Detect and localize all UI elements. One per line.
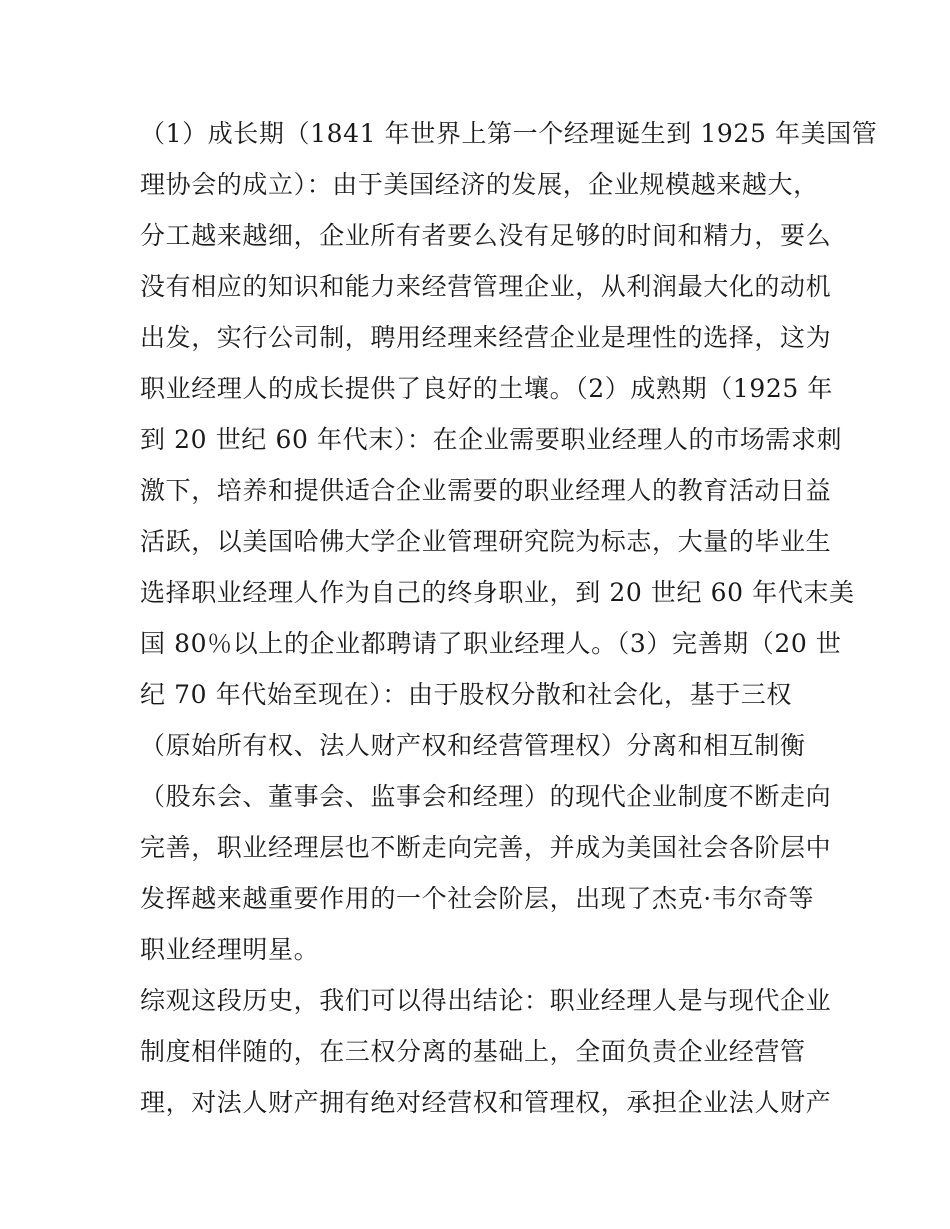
text-line: 职业经理明星。 — [140, 935, 320, 964]
text-line: 理协会的成立）：由于美国经济的发展，企业规模越来越大， — [140, 170, 819, 199]
text-line: 激下，培养和提供适合企业需要的职业经理人的教育活动日益 — [140, 476, 832, 505]
text-line: 制度相伴随的，在三权分离的基础上，全面负责企业经营管 — [140, 1037, 806, 1066]
text-line: 综观这段历史，我们可以得出结论：职业经理人是与现代企业 — [140, 986, 832, 1015]
text-line: 活跃，以美国哈佛大学企业管理研究院为标志，大量的毕业生 — [140, 527, 832, 556]
text-line: 纪 70 年代始至现在）：由于股权分散和社会化，基于三权 — [140, 680, 793, 709]
text-line: 选择职业经理人作为自己的终身职业，到 20 世纪 60 年代末美 — [140, 578, 855, 607]
text-line: 完善，职业经理层也不断走向完善，并成为美国社会各阶层中 — [140, 833, 832, 862]
text-line: 发挥越来越重要作用的一个社会阶层，出现了杰克·韦尔奇等 — [140, 884, 815, 913]
text-line: 分工越来越细，企业所有者要么没有足够的时间和精力，要么 — [140, 221, 832, 250]
text-line: 国 80％以上的企业都聘请了职业经理人。（3）完善期（20 世 — [140, 629, 842, 658]
text-line: 到 20 世纪 60 年代末）：在企业需要职业经理人的市场需求刺 — [140, 425, 843, 454]
text-line: （股东会、董事会、监事会和经理）的现代企业制度不断走向 — [140, 782, 832, 811]
text-line: 没有相应的知识和能力来经营管理企业，从利润最大化的动机 — [140, 272, 832, 301]
text-line: 职业经理人的成长提供了良好的土壤。（2）成熟期（1925 年 — [140, 374, 833, 403]
text-line: 出发，实行公司制，聘用经理来经营企业是理性的选择，这为 — [140, 323, 832, 352]
text-line: 理，对法人财产拥有绝对经营权和管理权，承担企业法人财产 — [140, 1088, 832, 1117]
text-line: （1）成长期（1841 年世界上第一个经理诞生到 1925 年美国管 — [140, 119, 878, 148]
text-line: （原始所有权、法人财产权和经营管理权）分离和相互制衡 — [140, 731, 806, 760]
body-text — [140, 108, 878, 1128]
